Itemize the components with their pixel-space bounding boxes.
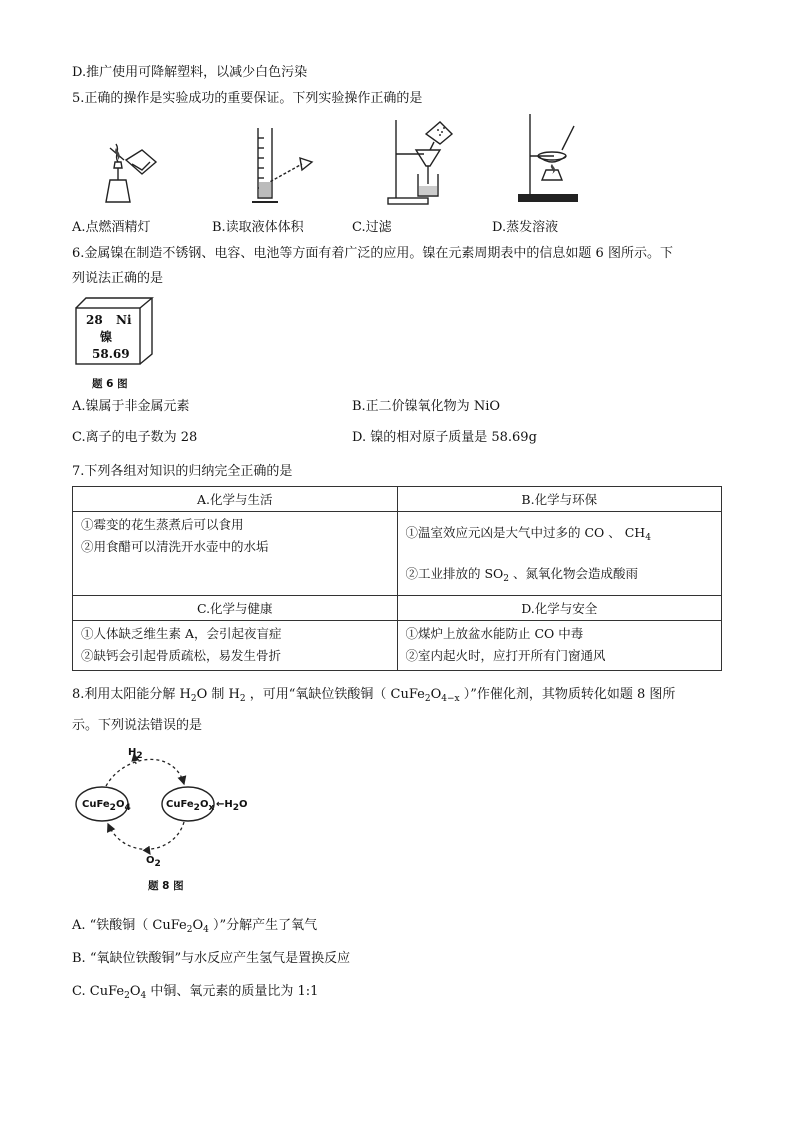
table-head-a: A.化学与生活 <box>73 487 398 512</box>
cell-a-item-1: ①霉变的花生蒸煮后可以食用 <box>81 517 244 532</box>
cell-c-item-1: ①人体缺乏维生素 A，会引起夜盲症 <box>81 626 282 641</box>
cell-c-item-2: ②缺钙会引起骨质疏松，易发生骨折 <box>81 648 282 663</box>
hydrogen-label: $H_2$ <box>128 747 143 761</box>
q6-option-a: A.镍属于非金属元素 <box>72 399 190 414</box>
figure-8-caption: 题 8 图 <box>148 880 184 892</box>
evaporation-figure <box>512 110 584 206</box>
q4-option-d: D.推广使用可降解塑料，以减少白色污染 <box>72 65 308 80</box>
q6-option-d: D. 镍的相对原子质量是 58.69g <box>352 430 537 445</box>
cell-b-item-1: ①温室效应元凶是大气中过多的 CO 、 $CH_4$ <box>405 525 651 543</box>
element-mass: 58.69 <box>92 347 130 361</box>
cell-d-item-2: ②室内起火时，应打开所有门窗通风 <box>405 648 606 663</box>
element-number: 28 <box>86 313 103 327</box>
q8-option-c: C. $CuFe_2O_4$ 中铜、氧元素的质量比为 1:1 <box>72 984 319 1001</box>
cell-b-item-2: ②工业排放的 $SO_2$ 、氮氧化物会造成酸雨 <box>405 566 639 584</box>
water-label: $\leftarrow H_2O$ <box>216 799 248 813</box>
q8-stem-line2: 示。下列说法错误的是 <box>72 718 203 733</box>
q7-stem: 7.下列各组对知识的归纳完全正确的是 <box>72 464 293 479</box>
right-compound-label: $CuFe_2O_x$ <box>166 799 215 813</box>
cell-d-item-1: ①煤炉上放盆水能防止 CO 中毒 <box>405 626 584 641</box>
table-cell-d <box>397 621 722 671</box>
cell-a-item-2: ②用食醋可以清洗开水壶中的水垢 <box>81 539 269 554</box>
filtration-figure <box>384 116 456 206</box>
q5-option-d: D.蒸发溶液 <box>492 220 559 235</box>
q8-stem-line1: 8.利用太阳能分解 $H_2O$ 制 $H_2$ ，可用“氧缺位铁酸铜（ $CuFe_2O_{4-x}$ ）”作催化剂，其物质转化如题 8 图所 <box>72 687 676 704</box>
element-name: 镍 <box>100 330 113 344</box>
oxygen-label: $O_2$ <box>146 855 161 869</box>
table-head-d: D.化学与安全 <box>397 596 722 621</box>
q6-stem-line1: 6.金属镍在制造不锈钢、电容、电池等方面有着广泛的应用。镍在元素周期表中的信息如题 6 图所示。下 <box>72 246 673 261</box>
q6-option-c: C.离子的电子数为 28 <box>72 430 198 445</box>
table-head-b: B.化学与环保 <box>397 487 722 512</box>
figure-6-caption: 题 6 图 <box>92 378 128 390</box>
left-compound-label: $CuFe_2O_4$ <box>82 799 131 813</box>
table-cell-a <box>73 512 398 596</box>
q5-option-b: B.读取液体体积 <box>212 220 304 235</box>
q5-stem: 5.正确的操作是实验成功的重要保证。下列实验操作正确的是 <box>72 91 423 106</box>
q5-option-c: C.过滤 <box>352 220 392 235</box>
table-cell-b <box>397 512 722 596</box>
q5-option-a: A.点燃酒精灯 <box>72 220 151 235</box>
q6-stem-line2: 列说法正确的是 <box>72 271 164 286</box>
table-cell-c <box>73 621 398 671</box>
alcohol-lamp-lighting-figure <box>96 140 160 206</box>
q8-option-a: A. “铁酸铜（ $CuFe_2O_4$ ）”分解产生了氧气 <box>72 918 318 935</box>
element-symbol: Ni <box>116 313 132 327</box>
q8-option-b: B. “氧缺位铁酸铜”与水反应产生氢气是置换反应 <box>72 951 351 966</box>
table-head-c: C.化学与健康 <box>73 596 398 621</box>
graduated-cylinder-reading-figure <box>236 124 316 206</box>
knowledge-table <box>72 486 722 671</box>
q6-option-b: B.正二价镍氧化物为 NiO <box>352 399 501 414</box>
